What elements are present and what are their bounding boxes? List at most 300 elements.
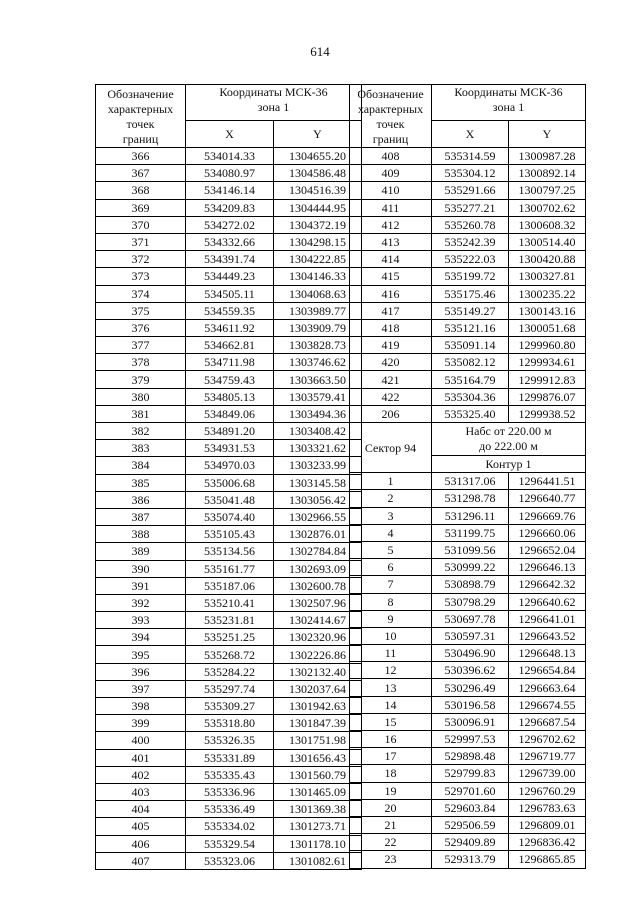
y-coordinate: 1296441.51 bbox=[509, 473, 586, 490]
table-row bbox=[96, 423, 362, 440]
table-row bbox=[96, 268, 362, 285]
point-number: 378 bbox=[96, 354, 186, 371]
y-coordinate: 1301751.98 bbox=[274, 732, 362, 749]
table-row bbox=[96, 233, 362, 250]
point-number: 412 bbox=[350, 216, 432, 233]
coordinates-header-line: зона 1 bbox=[257, 100, 290, 114]
table-row bbox=[350, 319, 586, 336]
x-coordinate: 531298.78 bbox=[432, 490, 509, 507]
x-coordinate: 531199.75 bbox=[432, 524, 509, 541]
table-row bbox=[350, 851, 586, 868]
y-coordinate: 1303909.79 bbox=[274, 319, 362, 336]
y-coordinate: 1296836.42 bbox=[509, 834, 586, 851]
y-coordinate: 1303579.41 bbox=[274, 388, 362, 405]
x-coordinate: 535329.54 bbox=[186, 835, 274, 852]
point-number: 387 bbox=[96, 508, 186, 525]
table-row bbox=[96, 766, 362, 783]
y-coordinate: 1300608.32 bbox=[509, 216, 586, 233]
table-row bbox=[96, 594, 362, 611]
coordinates-header-line: Координаты МСК-36 bbox=[454, 85, 563, 99]
y-coordinate: 1301465.09 bbox=[274, 783, 362, 800]
table-row bbox=[350, 524, 586, 541]
point-number: 8 bbox=[350, 593, 432, 610]
x-coordinate: 535291.66 bbox=[432, 182, 509, 199]
x-coordinate: 534711.98 bbox=[186, 354, 274, 371]
table-row bbox=[350, 490, 586, 507]
table-row bbox=[96, 440, 362, 457]
y-coordinate: 1296641.01 bbox=[509, 610, 586, 627]
x-coordinate: 529313.79 bbox=[432, 851, 509, 868]
y-coordinate: 1304222.85 bbox=[274, 251, 362, 268]
point-number: 12 bbox=[350, 662, 432, 679]
y-coordinate: 1296646.13 bbox=[509, 559, 586, 576]
point-number: 397 bbox=[96, 680, 186, 697]
y-coordinate: 1303494.36 bbox=[274, 405, 362, 422]
point-number: 391 bbox=[96, 577, 186, 594]
point-number: 22 bbox=[350, 834, 432, 851]
x-coordinate: 534970.03 bbox=[186, 457, 274, 474]
point-number: 411 bbox=[350, 199, 432, 216]
point-number: 392 bbox=[96, 594, 186, 611]
y-coordinate: 1300420.88 bbox=[509, 251, 586, 268]
designation-header-line: границ bbox=[372, 132, 409, 146]
x-coordinate: 535326.35 bbox=[186, 732, 274, 749]
point-number: 403 bbox=[96, 783, 186, 800]
y-coordinate: 1300892.14 bbox=[509, 165, 586, 182]
y-coordinate: 1300514.40 bbox=[509, 233, 586, 250]
y-coordinate: 1303663.50 bbox=[274, 371, 362, 388]
coordinates-header bbox=[432, 85, 586, 121]
table-row bbox=[96, 732, 362, 749]
point-number: 415 bbox=[350, 268, 432, 285]
x-coordinate: 535304.36 bbox=[432, 388, 509, 405]
y-coordinate: 1296783.63 bbox=[509, 799, 586, 816]
table-row bbox=[96, 182, 362, 199]
table-row bbox=[96, 749, 362, 766]
point-number: 20 bbox=[350, 799, 432, 816]
y-coordinate: 1304586.48 bbox=[274, 165, 362, 182]
point-number: 368 bbox=[96, 182, 186, 199]
table-row bbox=[96, 319, 362, 336]
point-number: 402 bbox=[96, 766, 186, 783]
x-coordinate: 535006.68 bbox=[186, 474, 274, 491]
y-coordinate: 1301942.63 bbox=[274, 698, 362, 715]
x-coordinate: 534272.02 bbox=[186, 216, 274, 233]
x-coordinate: 535336.96 bbox=[186, 783, 274, 800]
point-number: 395 bbox=[96, 646, 186, 663]
y-coordinate: 1303746.62 bbox=[274, 354, 362, 371]
table-row bbox=[96, 216, 362, 233]
table-row bbox=[96, 526, 362, 543]
x-header: X bbox=[432, 121, 509, 148]
point-number: 377 bbox=[96, 337, 186, 354]
right-table-body-bottom bbox=[350, 473, 586, 868]
y-coordinate: 1301656.43 bbox=[274, 749, 362, 766]
x-coordinate: 535309.27 bbox=[186, 698, 274, 715]
point-number: 10 bbox=[350, 627, 432, 644]
point-number: 421 bbox=[350, 371, 432, 388]
point-number: 14 bbox=[350, 696, 432, 713]
table-row bbox=[350, 731, 586, 748]
y-coordinate: 1300702.62 bbox=[509, 199, 586, 216]
x-coordinate: 534849.06 bbox=[186, 405, 274, 422]
x-coordinate: 534080.97 bbox=[186, 165, 274, 182]
y-coordinate: 1299912.83 bbox=[509, 371, 586, 388]
x-coordinate: 529799.83 bbox=[432, 765, 509, 782]
table-row bbox=[350, 765, 586, 782]
point-number: 16 bbox=[350, 731, 432, 748]
table-row bbox=[96, 698, 362, 715]
point-number: 385 bbox=[96, 474, 186, 491]
point-number: 19 bbox=[350, 782, 432, 799]
table-row bbox=[350, 473, 586, 490]
x-coordinate: 534449.23 bbox=[186, 268, 274, 285]
designation-header-line: Обозначение bbox=[107, 87, 174, 101]
y-coordinate: 1302876.01 bbox=[274, 526, 362, 543]
x-coordinate: 530396.62 bbox=[432, 662, 509, 679]
point-number: 17 bbox=[350, 748, 432, 765]
table-row bbox=[350, 576, 586, 593]
x-coordinate: 535082.12 bbox=[432, 354, 509, 371]
point-number: 400 bbox=[96, 732, 186, 749]
x-coordinate: 535251.25 bbox=[186, 629, 274, 646]
y-coordinate: 1296739.00 bbox=[509, 765, 586, 782]
designation-header-line: точек bbox=[126, 117, 155, 131]
point-number: 409 bbox=[350, 165, 432, 182]
table-row bbox=[350, 748, 586, 765]
table-row bbox=[96, 165, 362, 182]
x-coordinate: 530196.58 bbox=[432, 696, 509, 713]
y-coordinate: 1304444.95 bbox=[274, 199, 362, 216]
x-coordinate: 534559.35 bbox=[186, 302, 274, 319]
x-coordinate: 534146.14 bbox=[186, 182, 274, 199]
y-coordinate: 1302693.09 bbox=[274, 560, 362, 577]
x-coordinate: 535210.41 bbox=[186, 594, 274, 611]
table-row bbox=[96, 783, 362, 800]
y-coordinate: 1304372.19 bbox=[274, 216, 362, 233]
table-row bbox=[350, 251, 586, 268]
y-coordinate: 1302600.78 bbox=[274, 577, 362, 594]
y-coordinate: 1299960.80 bbox=[509, 337, 586, 354]
point-number: 408 bbox=[350, 148, 432, 165]
y-header: Y bbox=[509, 121, 586, 148]
table-row bbox=[96, 457, 362, 474]
sector-info bbox=[432, 423, 586, 456]
point-number: 422 bbox=[350, 388, 432, 405]
x-coordinate: 529409.89 bbox=[432, 834, 509, 851]
table-row bbox=[350, 285, 586, 302]
table-row bbox=[96, 663, 362, 680]
point-number: 379 bbox=[96, 371, 186, 388]
y-coordinate: 1300797.25 bbox=[509, 182, 586, 199]
x-coordinate: 534332.66 bbox=[186, 233, 274, 250]
x-coordinate: 535318.80 bbox=[186, 715, 274, 732]
x-coordinate: 535284.22 bbox=[186, 663, 274, 680]
point-number: 382 bbox=[96, 423, 186, 440]
y-coordinate: 1300987.28 bbox=[509, 148, 586, 165]
x-coordinate: 535268.72 bbox=[186, 646, 274, 663]
x-coordinate: 535222.03 bbox=[432, 251, 509, 268]
table-row bbox=[96, 715, 362, 732]
table-row bbox=[96, 354, 362, 371]
y-coordinate: 1296865.85 bbox=[509, 851, 586, 868]
table-row bbox=[350, 148, 586, 165]
point-number: 376 bbox=[96, 319, 186, 336]
table-row bbox=[96, 199, 362, 216]
x-coordinate: 535121.16 bbox=[432, 319, 509, 336]
y-coordinate: 1296702.62 bbox=[509, 731, 586, 748]
table-row bbox=[96, 474, 362, 491]
coordinates-header bbox=[186, 85, 362, 121]
y-coordinate: 1300327.81 bbox=[509, 268, 586, 285]
y-coordinate: 1296663.64 bbox=[509, 679, 586, 696]
table-row bbox=[96, 560, 362, 577]
table-row bbox=[96, 148, 362, 165]
point-number: 386 bbox=[96, 491, 186, 508]
point-number: 373 bbox=[96, 268, 186, 285]
point-number: 410 bbox=[350, 182, 432, 199]
y-coordinate: 1302226.86 bbox=[274, 646, 362, 663]
x-coordinate: 530296.49 bbox=[432, 679, 509, 696]
y-coordinate: 1296640.77 bbox=[509, 490, 586, 507]
table-row bbox=[350, 216, 586, 233]
y-coordinate: 1303408.42 bbox=[274, 423, 362, 440]
x-coordinate: 535336.49 bbox=[186, 801, 274, 818]
x-coordinate: 535105.43 bbox=[186, 526, 274, 543]
point-number: 406 bbox=[96, 835, 186, 852]
point-number: 384 bbox=[96, 457, 186, 474]
y-coordinate: 1302132.40 bbox=[274, 663, 362, 680]
y-coordinate: 1302784.84 bbox=[274, 543, 362, 560]
point-number: 369 bbox=[96, 199, 186, 216]
designation-header-line: характерных bbox=[357, 102, 424, 116]
designation-header-line: точек bbox=[376, 117, 405, 131]
y-coordinate: 1302966.55 bbox=[274, 508, 362, 525]
table-row bbox=[350, 165, 586, 182]
table-row bbox=[96, 508, 362, 525]
point-number: 7 bbox=[350, 576, 432, 593]
point-number: 390 bbox=[96, 560, 186, 577]
table-row bbox=[350, 679, 586, 696]
y-coordinate: 1302320.96 bbox=[274, 629, 362, 646]
designation-header bbox=[350, 85, 432, 148]
y-coordinate: 1303828.73 bbox=[274, 337, 362, 354]
point-number: 18 bbox=[350, 765, 432, 782]
y-coordinate: 1303989.77 bbox=[274, 302, 362, 319]
table-row bbox=[350, 645, 586, 662]
contour-label: Контур 1 bbox=[432, 456, 586, 473]
table-row bbox=[350, 337, 586, 354]
table-row bbox=[96, 612, 362, 629]
x-coordinate: 535277.21 bbox=[432, 199, 509, 216]
table-row bbox=[350, 354, 586, 371]
y-coordinate: 1303233.99 bbox=[274, 457, 362, 474]
y-coordinate: 1299934.61 bbox=[509, 354, 586, 371]
x-coordinate: 534931.53 bbox=[186, 440, 274, 457]
point-number: 413 bbox=[350, 233, 432, 250]
point-number: 370 bbox=[96, 216, 186, 233]
x-coordinate: 529701.60 bbox=[432, 782, 509, 799]
x-coordinate: 534391.74 bbox=[186, 251, 274, 268]
table-row bbox=[350, 268, 586, 285]
table-row bbox=[350, 199, 586, 216]
table-row bbox=[350, 388, 586, 405]
point-number: 399 bbox=[96, 715, 186, 732]
point-number: 404 bbox=[96, 801, 186, 818]
point-number: 405 bbox=[96, 818, 186, 835]
y-coordinate: 1296669.76 bbox=[509, 507, 586, 524]
x-coordinate: 535187.06 bbox=[186, 577, 274, 594]
sector-label: Сектор 94 bbox=[350, 423, 432, 473]
y-coordinate: 1303056.42 bbox=[274, 491, 362, 508]
x-coordinate: 529997.53 bbox=[432, 731, 509, 748]
point-number: 4 bbox=[350, 524, 432, 541]
point-number: 407 bbox=[96, 852, 186, 869]
point-number: 11 bbox=[350, 645, 432, 662]
x-coordinate: 529603.84 bbox=[432, 799, 509, 816]
coordinates-header-line: Координаты МСК-36 bbox=[219, 85, 328, 99]
designation-header-line: границ bbox=[122, 132, 159, 146]
table-row bbox=[96, 577, 362, 594]
x-coordinate: 534505.11 bbox=[186, 285, 274, 302]
point-number: 367 bbox=[96, 165, 186, 182]
x-coordinate: 535335.43 bbox=[186, 766, 274, 783]
y-coordinate: 1296652.04 bbox=[509, 541, 586, 558]
point-number: 393 bbox=[96, 612, 186, 629]
table-row bbox=[350, 627, 586, 644]
y-coordinate: 1300051.68 bbox=[509, 319, 586, 336]
x-coordinate: 535161.77 bbox=[186, 560, 274, 577]
table-row bbox=[350, 559, 586, 576]
y-coordinate: 1296719.77 bbox=[509, 748, 586, 765]
x-coordinate: 535325.40 bbox=[432, 405, 509, 422]
y-coordinate: 1296642.32 bbox=[509, 576, 586, 593]
y-coordinate: 1296648.13 bbox=[509, 645, 586, 662]
table-row bbox=[350, 233, 586, 250]
y-coordinate: 1302414.67 bbox=[274, 612, 362, 629]
table-row bbox=[96, 285, 362, 302]
table-row bbox=[96, 818, 362, 835]
designation-header-line: характерных bbox=[107, 102, 174, 116]
x-coordinate: 535149.27 bbox=[432, 302, 509, 319]
x-coordinate: 529506.59 bbox=[432, 816, 509, 833]
point-number: 371 bbox=[96, 233, 186, 250]
table-row bbox=[350, 405, 586, 422]
x-coordinate: 535199.72 bbox=[432, 268, 509, 285]
x-coordinate: 534759.43 bbox=[186, 371, 274, 388]
point-number: 15 bbox=[350, 713, 432, 730]
point-number: 372 bbox=[96, 251, 186, 268]
y-coordinate: 1296687.54 bbox=[509, 713, 586, 730]
y-coordinate: 1304516.39 bbox=[274, 182, 362, 199]
table-row bbox=[350, 371, 586, 388]
x-coordinate: 535134.56 bbox=[186, 543, 274, 560]
x-coordinate: 530697.78 bbox=[432, 610, 509, 627]
sector-block bbox=[350, 423, 586, 473]
y-coordinate: 1303145.58 bbox=[274, 474, 362, 491]
x-coordinate: 531317.06 bbox=[432, 473, 509, 490]
table-row bbox=[350, 302, 586, 319]
designation-header bbox=[96, 85, 186, 148]
table-row bbox=[350, 541, 586, 558]
point-number: 401 bbox=[96, 749, 186, 766]
table-row bbox=[96, 543, 362, 560]
table-row bbox=[350, 782, 586, 799]
table-row bbox=[350, 182, 586, 199]
designation-header-line: Обозначение bbox=[357, 87, 424, 101]
y-coordinate: 1301369.38 bbox=[274, 801, 362, 818]
y-coordinate: 1301847.39 bbox=[274, 715, 362, 732]
x-coordinate: 535304.12 bbox=[432, 165, 509, 182]
table-row bbox=[96, 680, 362, 697]
y-coordinate: 1302507.96 bbox=[274, 594, 362, 611]
point-number: 383 bbox=[96, 440, 186, 457]
page-number: 614 bbox=[310, 44, 330, 59]
y-coordinate: 1296654.84 bbox=[509, 662, 586, 679]
y-coordinate: 1304298.15 bbox=[274, 233, 362, 250]
x-coordinate: 530999.22 bbox=[432, 559, 509, 576]
point-number: 394 bbox=[96, 629, 186, 646]
point-number: 21 bbox=[350, 816, 432, 833]
x-coordinate: 534805.13 bbox=[186, 388, 274, 405]
y-coordinate: 1296809.01 bbox=[509, 816, 586, 833]
y-coordinate: 1302037.64 bbox=[274, 680, 362, 697]
x-coordinate: 529898.48 bbox=[432, 748, 509, 765]
table-row bbox=[96, 852, 362, 869]
sector-info-line: до 222.00 м bbox=[479, 439, 538, 453]
x-coordinate: 535314.59 bbox=[432, 148, 509, 165]
coordinates-table-right bbox=[349, 84, 586, 869]
point-number: 419 bbox=[350, 337, 432, 354]
x-coordinate: 535297.74 bbox=[186, 680, 274, 697]
y-coordinate: 1300143.16 bbox=[509, 302, 586, 319]
point-number: 1 bbox=[350, 473, 432, 490]
table-row bbox=[350, 610, 586, 627]
table-row bbox=[96, 835, 362, 852]
right-table-body-top bbox=[350, 148, 586, 423]
x-coordinate: 535091.14 bbox=[432, 337, 509, 354]
point-number: 5 bbox=[350, 541, 432, 558]
point-number: 388 bbox=[96, 526, 186, 543]
point-number: 206 bbox=[350, 405, 432, 422]
point-number: 6 bbox=[350, 559, 432, 576]
table-row bbox=[350, 834, 586, 851]
point-number: 375 bbox=[96, 302, 186, 319]
y-header: Y bbox=[274, 121, 362, 148]
x-coordinate: 531099.56 bbox=[432, 541, 509, 558]
y-coordinate: 1296643.52 bbox=[509, 627, 586, 644]
y-coordinate: 1296640.62 bbox=[509, 593, 586, 610]
table-row bbox=[96, 302, 362, 319]
x-coordinate: 534014.33 bbox=[186, 148, 274, 165]
point-number: 380 bbox=[96, 388, 186, 405]
coordinates-table-left bbox=[95, 84, 362, 870]
table-row bbox=[350, 799, 586, 816]
sector-info-line: Набс от 220.00 м bbox=[465, 424, 552, 438]
table-row bbox=[350, 507, 586, 524]
point-number: 381 bbox=[96, 405, 186, 422]
coordinates-header-line: зона 1 bbox=[492, 100, 525, 114]
y-coordinate: 1296760.29 bbox=[509, 782, 586, 799]
table-row bbox=[96, 371, 362, 388]
x-coordinate: 530597.31 bbox=[432, 627, 509, 644]
x-coordinate: 535231.81 bbox=[186, 612, 274, 629]
point-number: 13 bbox=[350, 679, 432, 696]
x-coordinate: 530496.90 bbox=[432, 645, 509, 662]
y-coordinate: 1301082.61 bbox=[274, 852, 362, 869]
x-coordinate: 535175.46 bbox=[432, 285, 509, 302]
y-coordinate: 1301178.10 bbox=[274, 835, 362, 852]
